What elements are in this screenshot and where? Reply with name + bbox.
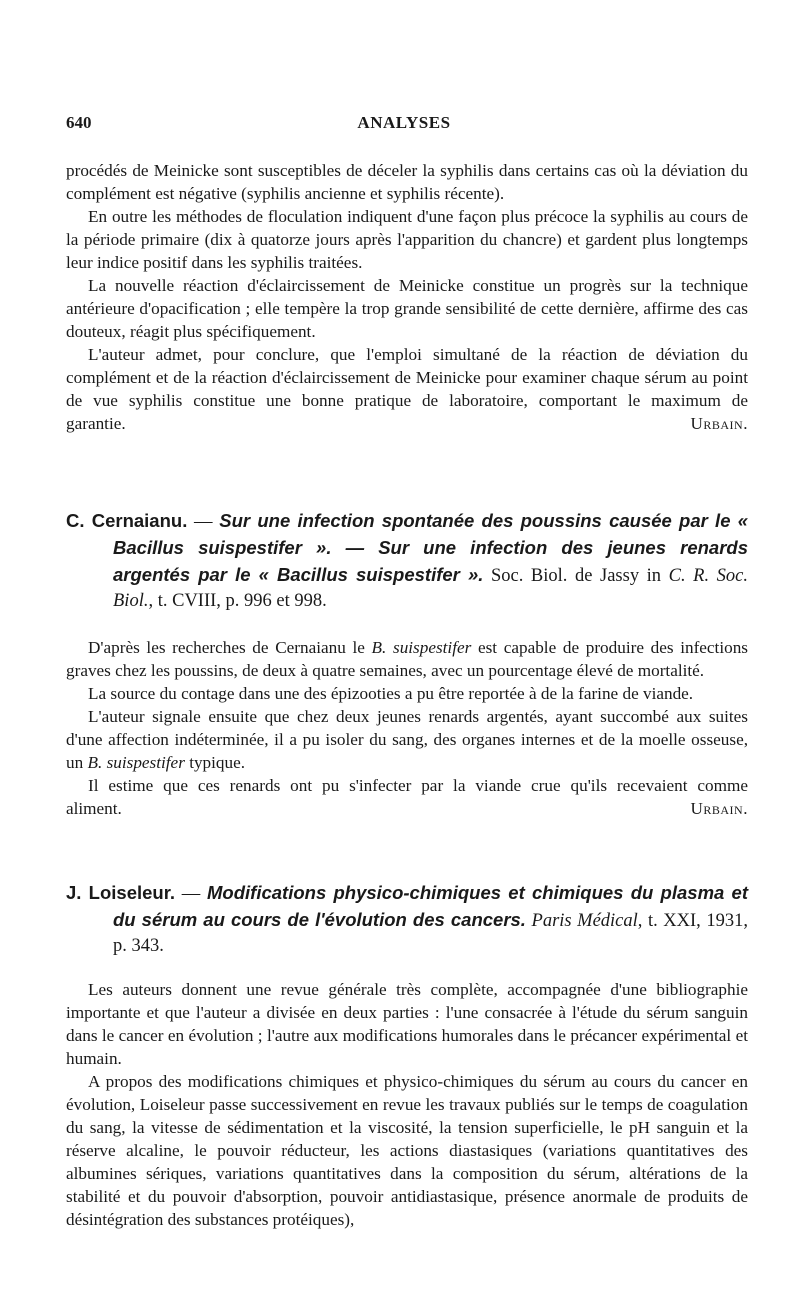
text-run: est capable de produire des infections graves chez les poussins, de deux à quatre semaines, avec un pourcentage élevé de mortalité. (66, 638, 748, 680)
text-run: L'auteur signale ensuite que chez deux jeunes renards argentés, ayant succombé aux suites d'une affection indéterminée, il a pu isoler du sang, des organes internes et de la moelle osseuse, un (66, 707, 748, 772)
paragraph (66, 705, 748, 774)
review-author: C. Cernaianu. (66, 510, 188, 531)
species-name: B. suispestifer (87, 753, 185, 772)
heading-dash: — (175, 884, 208, 904)
review-loiseleur (66, 880, 748, 1231)
review-source: Soc. Biol. de Jassy in (483, 566, 669, 586)
journal-name: Paris Médical (525, 911, 638, 931)
paragraph: A propos des modifications chimiques et physico-chimiques du sérum au cours du cancer en évolution, Loiseleur passe successivement en revue les travaux publiés sur le temps de coagulation du sang, la vitesse de sédimentation et la viscosité, la tension superficielle, le pH sanguin et la réserve alcaline, le pouvoir réducteur, les actions diastasiques (variations quantitatives des albumines sériques, variations quantitatives dans la composition du sérum, altérations de la stabilité et du pouvoir d'absorption, pouvoir antidiastasique, présence anormale de produits de désintégration des substances protéiques), (66, 1072, 748, 1229)
paragraph-text: Il estime que ces renards ont pu s'infecter par la viande crue qu'ils recevaient comme aliment. (66, 776, 748, 818)
running-head (66, 113, 742, 141)
previous-review-continuation (66, 159, 748, 435)
paragraph: Les auteurs donnent une revue générale très complète, accompagnée d'une bibliographie importante et que l'auteur a divisée en deux parties : l'une consacrée à l'étude du sérum sanguin dans le cancer en évolution ; l'autre aux modifications humorales dans le précancer expérimental et humain. (66, 980, 748, 1068)
review-heading (66, 880, 748, 959)
running-title: ANALYSES (357, 113, 451, 132)
text-run: D'après les recherches de Cernaianu le (88, 638, 372, 657)
heading-dash: — (187, 512, 220, 532)
review-cernaianu (66, 508, 748, 820)
review-title: Sur une infection spontanée des poussins causée par le « Bacillus suispestifer ». — Sur une infection des jeunes renards argentés par le « Bacillus suispestifer ». (113, 510, 749, 585)
paragraph: procédés de Meinicke sont susceptibles de déceler la syphilis dans certains cas où la déviation du complément est négative (syphilis ancienne et syphilis récente). (66, 161, 748, 203)
paragraph-with-signature (66, 774, 748, 820)
paragraph: En outre les méthodes de floculation indiquent d'une façon plus précoce la syphilis au cours de la période primaire (dix à quatorze jours après l'apparition du chancre) et gardent plus longtemps leur indice positif dans les syphilis traitées. (66, 207, 748, 272)
journal-name: C. R. Soc. Biol. (113, 566, 749, 611)
paragraph: La source du contage dans une des épizooties a pu être reportée à de la farine de viande. (88, 684, 694, 703)
review-source-ref: , t. CVIII, p. 996 et 998. (148, 591, 327, 611)
review-source-ref: , t. XXI, 1931, p. 343. (113, 911, 748, 956)
text-run: typique. (184, 753, 246, 772)
paragraph (66, 636, 748, 682)
paragraph-text: L'auteur admet, pour conclure, que l'emploi simultané de la réaction de déviation du complément et de la réaction d'éclaircissement de Meinicke pour examiner chaque sérum au point de vue syphilis constitue une bonne pratique de laboratoire, comportant le maximum de garantie. (66, 345, 748, 433)
review-title: Modifications physico-chimiques et chimiques du plasma et du sérum au cours de l'évolution des cancers. (113, 882, 749, 930)
page-number: 640 (66, 113, 92, 132)
paragraph: La nouvelle réaction d'éclaircissement de Meinicke constitue un progrès sur la technique antérieure d'opacification ; elle tempère la trop grande sensibilité de cette dernière, affirme des cas douteux, réagit plus spécifiquement. (66, 276, 748, 341)
species-name: B. suispestifer (371, 638, 472, 657)
signature: Urbain. (690, 799, 748, 818)
paragraph-with-signature (66, 343, 748, 435)
signature: Urbain. (690, 414, 748, 433)
review-author: J. Loiseleur. (66, 882, 176, 903)
review-heading (66, 508, 748, 614)
